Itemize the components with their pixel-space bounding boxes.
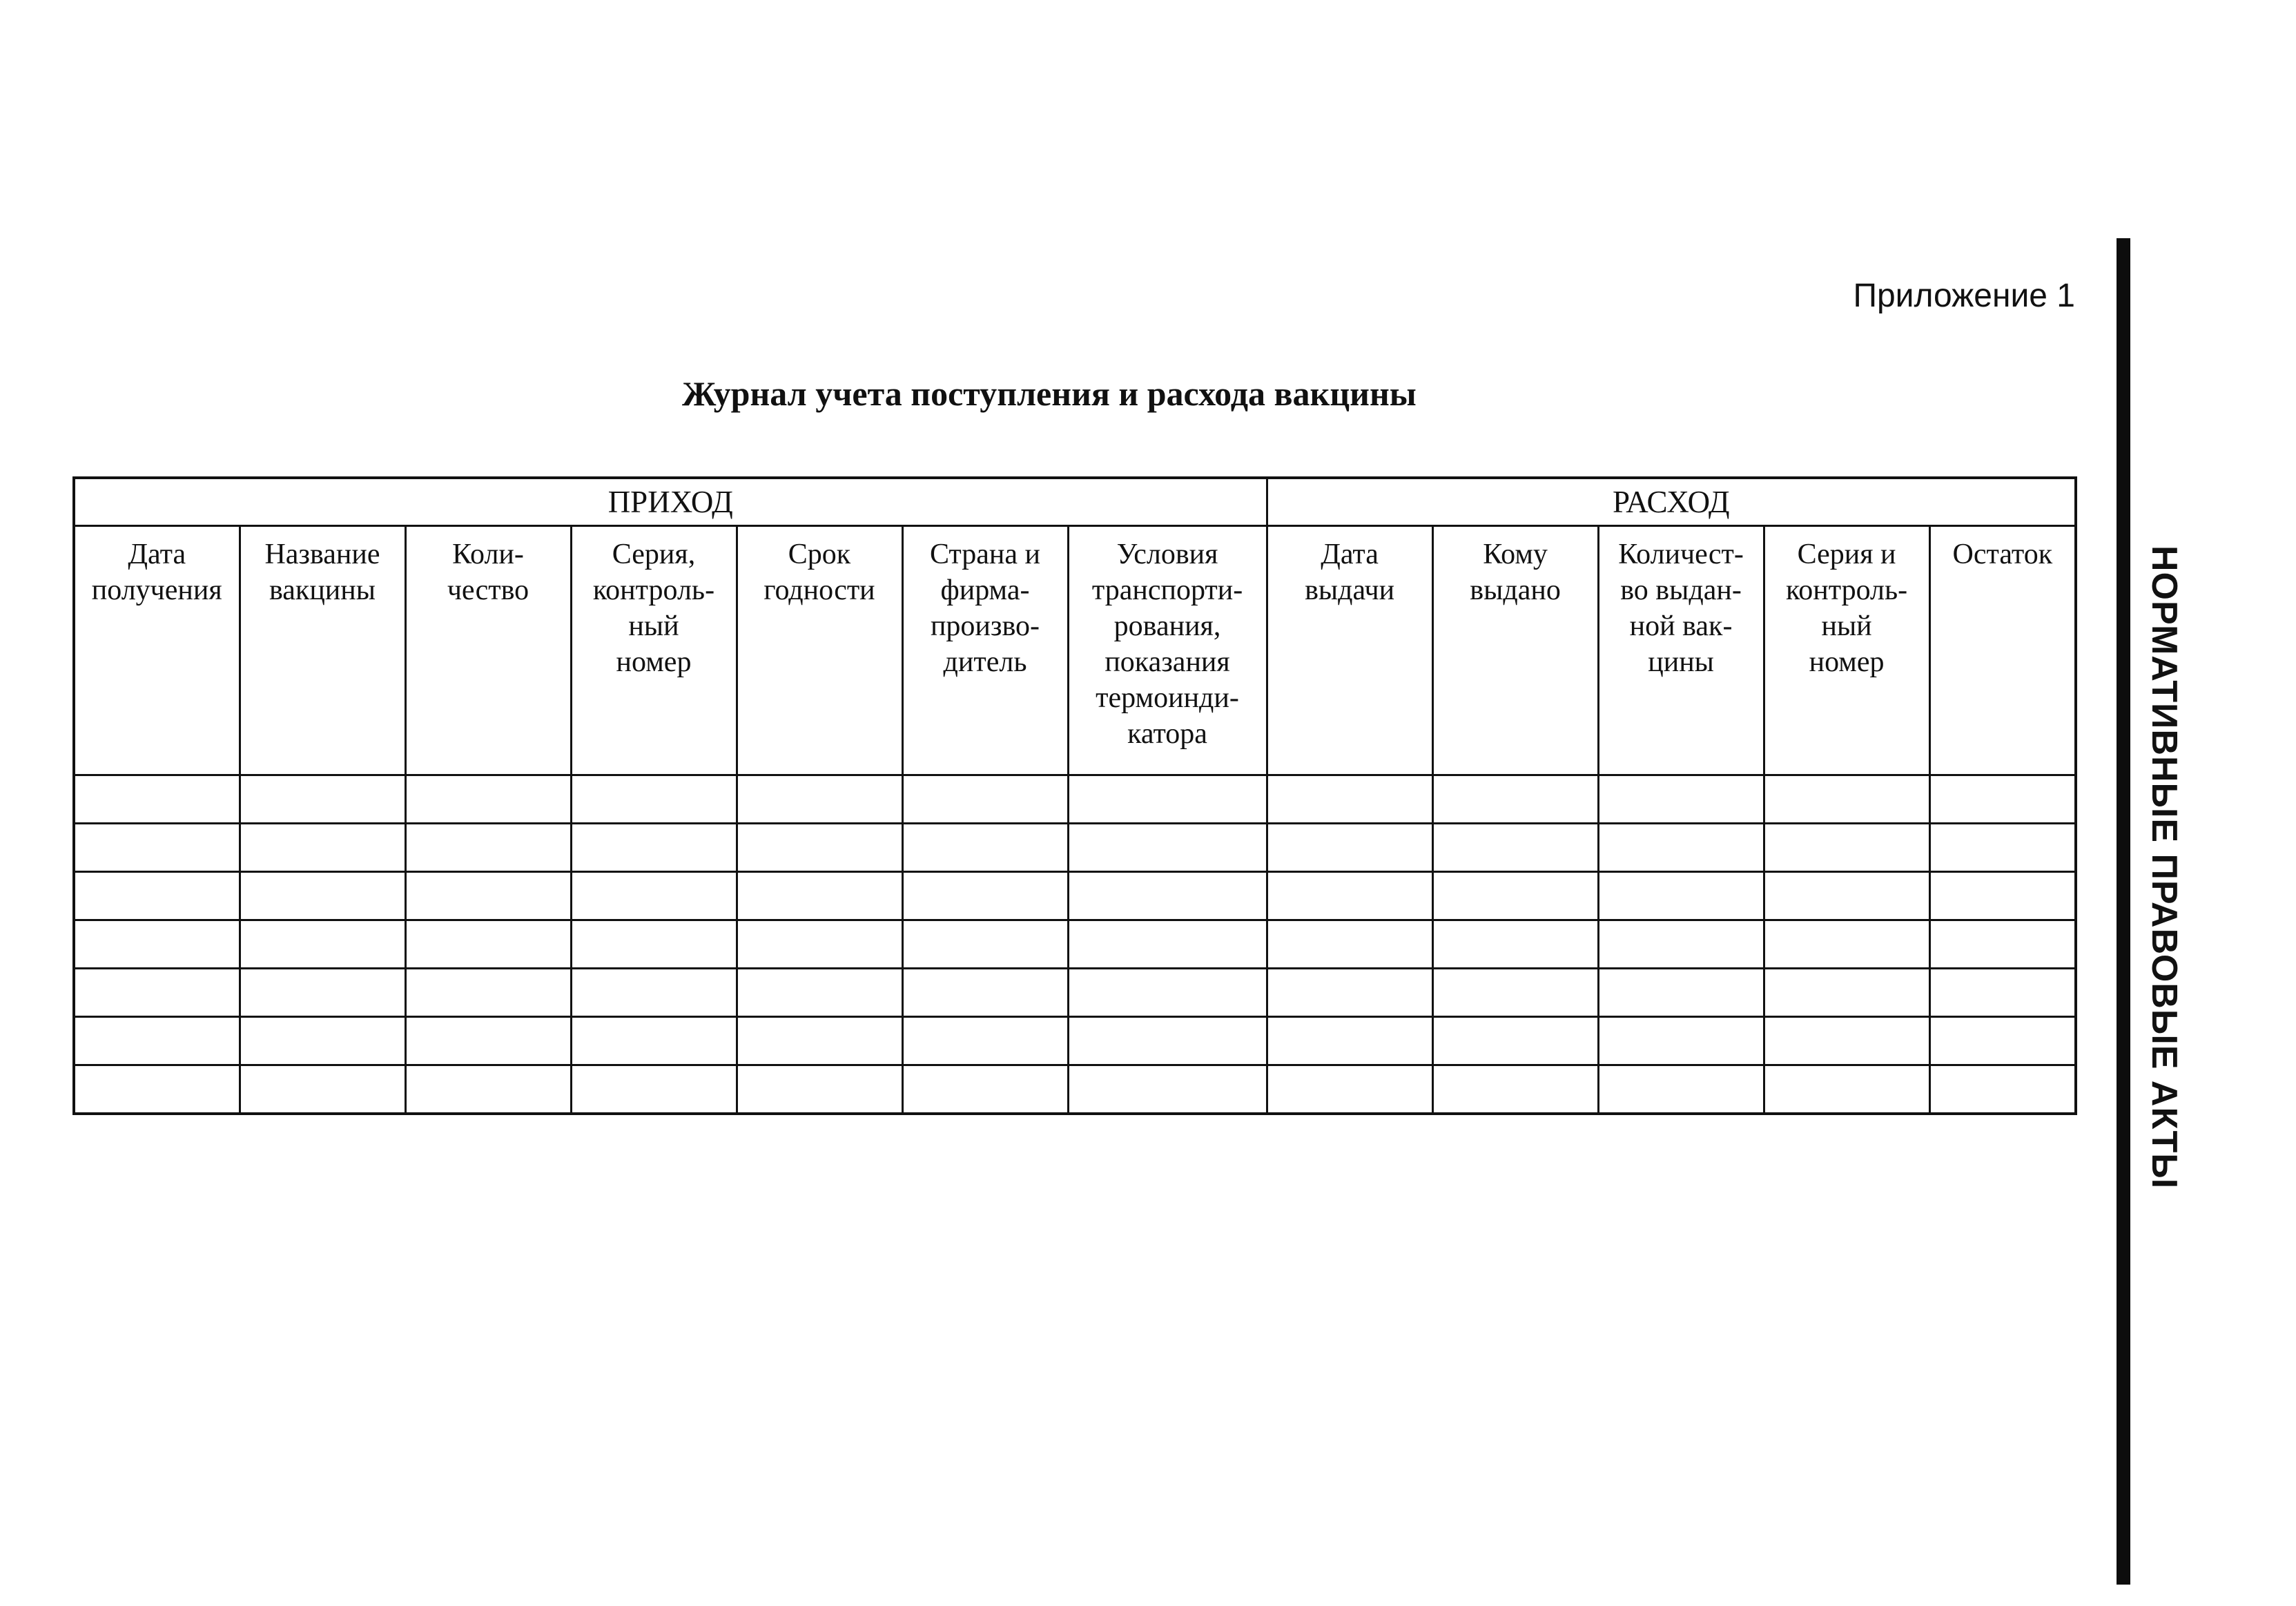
table-cell bbox=[737, 775, 902, 824]
table-cell bbox=[1929, 824, 2076, 872]
document-title: Журнал учета поступления и расхода вакцины bbox=[682, 374, 1417, 413]
table-cell bbox=[902, 775, 1068, 824]
column-header-row bbox=[74, 526, 2076, 775]
table-row bbox=[74, 775, 2076, 824]
side-section-label: НОРМАТИВНЫЕ ПРАВОВЫЕ АКТЫ bbox=[2144, 545, 2184, 1190]
table-cell bbox=[1068, 872, 1267, 920]
table-cell bbox=[1068, 1065, 1267, 1114]
table-cell bbox=[1764, 1017, 1929, 1065]
table-cell bbox=[1598, 775, 1764, 824]
table-cell bbox=[1267, 1065, 1432, 1114]
table-cell bbox=[1764, 969, 1929, 1017]
group-header-income: ПРИХОД bbox=[74, 478, 1267, 526]
table-cell bbox=[1598, 969, 1764, 1017]
table-cell bbox=[405, 775, 571, 824]
table-cell bbox=[405, 1017, 571, 1065]
column-header-vaccine-name: Название вакцины bbox=[240, 526, 405, 775]
side-margin-bar bbox=[2117, 238, 2130, 1585]
table-cell bbox=[1598, 824, 1764, 872]
table-cell bbox=[737, 872, 902, 920]
table-cell bbox=[571, 969, 737, 1017]
table-cell bbox=[737, 824, 902, 872]
table-cell bbox=[240, 1017, 405, 1065]
table-cell bbox=[1929, 1065, 2076, 1114]
table-cell bbox=[1598, 872, 1764, 920]
appendix-label: Приложение 1 bbox=[1853, 278, 2075, 314]
table-cell bbox=[1432, 824, 1598, 872]
table-cell bbox=[737, 920, 902, 969]
table-cell bbox=[1598, 1017, 1764, 1065]
column-header-country-manufacturer: Страна и фирма- произво- дитель bbox=[902, 526, 1068, 775]
table-cell bbox=[240, 969, 405, 1017]
table-cell bbox=[902, 1017, 1068, 1065]
table-cell bbox=[1929, 920, 2076, 969]
column-header-balance: Остаток bbox=[1929, 526, 2076, 775]
table-cell bbox=[1432, 920, 1598, 969]
table-cell bbox=[74, 775, 240, 824]
table-cell bbox=[1432, 969, 1598, 1017]
table-cell bbox=[1432, 1017, 1598, 1065]
column-header-expiry-date: Срок годности bbox=[737, 526, 902, 775]
table-cell bbox=[1432, 1065, 1598, 1114]
table-cell bbox=[1929, 1017, 2076, 1065]
table-cell bbox=[1432, 775, 1598, 824]
table-cell bbox=[1068, 775, 1267, 824]
table-cell bbox=[1267, 920, 1432, 969]
table-cell bbox=[1068, 824, 1267, 872]
table-cell bbox=[240, 824, 405, 872]
table-cell bbox=[1764, 920, 1929, 969]
table-cell bbox=[1598, 1065, 1764, 1114]
table-cell bbox=[74, 824, 240, 872]
column-header-transport-conditions: Условия транспорти- рования, показания термоинди- катора bbox=[1068, 526, 1267, 775]
column-header-receipt-date: Дата получения bbox=[74, 526, 240, 775]
journal-body bbox=[74, 775, 2076, 1114]
table-row bbox=[74, 872, 2076, 920]
table-cell bbox=[1764, 775, 1929, 824]
table-cell bbox=[1929, 872, 2076, 920]
table-cell bbox=[405, 824, 571, 872]
table-cell bbox=[571, 920, 737, 969]
group-header-row bbox=[74, 478, 2076, 526]
table-cell bbox=[74, 872, 240, 920]
column-header-issued-quantity: Количест- во выдан- ной вак- цины bbox=[1598, 526, 1764, 775]
table-cell bbox=[1068, 1017, 1267, 1065]
table-cell bbox=[240, 1065, 405, 1114]
table-cell bbox=[571, 1065, 737, 1114]
table-cell bbox=[737, 969, 902, 1017]
table-row bbox=[74, 1065, 2076, 1114]
table-cell bbox=[74, 969, 240, 1017]
table-cell bbox=[1267, 872, 1432, 920]
table-cell bbox=[571, 775, 737, 824]
table-cell bbox=[737, 1017, 902, 1065]
table-cell bbox=[240, 775, 405, 824]
table-cell bbox=[1068, 969, 1267, 1017]
table-cell bbox=[1764, 824, 1929, 872]
table-cell bbox=[1267, 775, 1432, 824]
table-cell bbox=[1267, 1017, 1432, 1065]
table-cell bbox=[240, 872, 405, 920]
column-header-issue-series-number: Серия и контроль- ный номер bbox=[1764, 526, 1929, 775]
table-cell bbox=[1432, 872, 1598, 920]
table-cell bbox=[405, 969, 571, 1017]
table-cell bbox=[902, 920, 1068, 969]
table-cell bbox=[902, 1065, 1068, 1114]
table-cell bbox=[1267, 969, 1432, 1017]
table-row bbox=[74, 1017, 2076, 1065]
table-cell bbox=[571, 824, 737, 872]
table-cell bbox=[902, 872, 1068, 920]
table-cell bbox=[405, 872, 571, 920]
table-cell bbox=[1929, 775, 2076, 824]
table-cell bbox=[571, 872, 737, 920]
table-cell bbox=[1764, 1065, 1929, 1114]
table-row bbox=[74, 920, 2076, 969]
table-cell bbox=[1068, 920, 1267, 969]
table-cell bbox=[902, 969, 1068, 1017]
column-header-issued-to: Кому выдано bbox=[1432, 526, 1598, 775]
vaccine-journal-table bbox=[72, 476, 2077, 1115]
table-cell bbox=[1764, 872, 1929, 920]
column-header-series-control-number: Серия, контроль- ный номер bbox=[571, 526, 737, 775]
table-cell bbox=[1929, 969, 2076, 1017]
table-cell bbox=[737, 1065, 902, 1114]
table-cell bbox=[240, 920, 405, 969]
table-cell bbox=[74, 1017, 240, 1065]
table-cell bbox=[74, 1065, 240, 1114]
column-header-issue-date: Дата выдачи bbox=[1267, 526, 1432, 775]
table-cell bbox=[1267, 824, 1432, 872]
table-cell bbox=[405, 920, 571, 969]
column-header-quantity: Коли- чество bbox=[405, 526, 571, 775]
table-row bbox=[74, 969, 2076, 1017]
table-row bbox=[74, 824, 2076, 872]
table-cell bbox=[405, 1065, 571, 1114]
table-cell bbox=[74, 920, 240, 969]
table-cell bbox=[1598, 920, 1764, 969]
group-header-expense: РАСХОД bbox=[1267, 478, 2076, 526]
table-cell bbox=[571, 1017, 737, 1065]
table-cell bbox=[902, 824, 1068, 872]
